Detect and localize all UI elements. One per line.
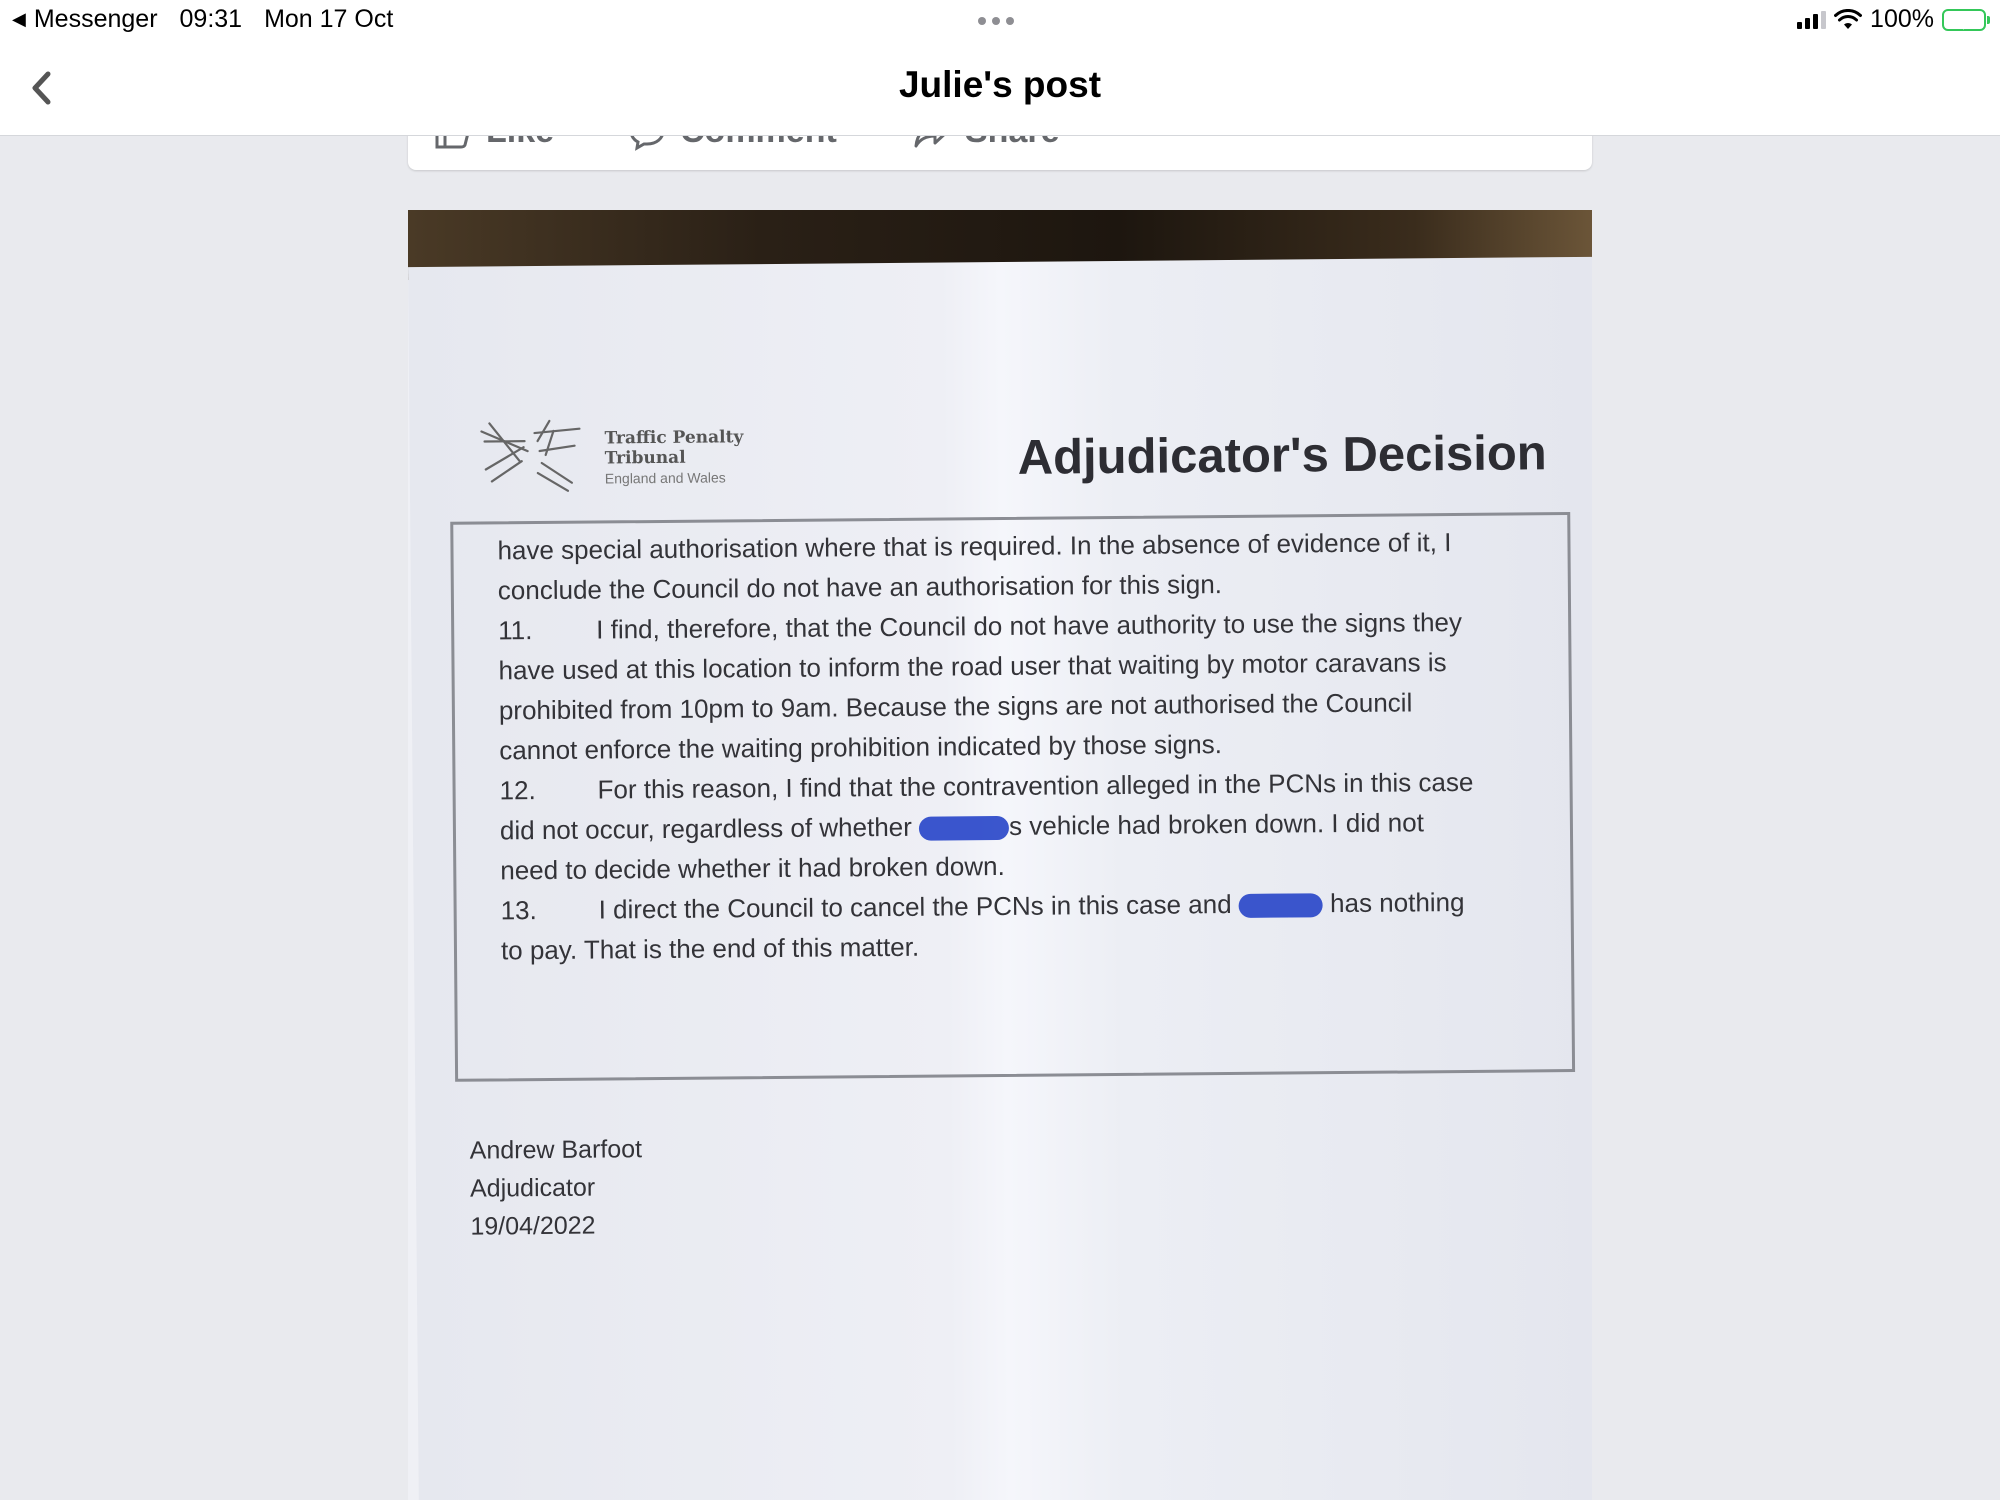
text-segment: I find, therefore, that the Council do not have authority to use the signs they bbox=[596, 606, 1463, 645]
battery-charging-icon bbox=[1942, 9, 1986, 31]
text-line: cannot enforce the waiting prohibition indicated by those signs. bbox=[499, 729, 1223, 766]
text-line: need to decide whether it had broken down. bbox=[500, 850, 1005, 886]
wifi-icon bbox=[1834, 9, 1862, 31]
status-bar bbox=[0, 0, 2000, 40]
decision-date: 19/04/2022 bbox=[470, 1211, 596, 1241]
paragraph-number: 12. bbox=[499, 775, 536, 806]
decision-text bbox=[497, 521, 1561, 970]
logo-line-1: Traffic Penalty bbox=[604, 427, 744, 449]
text-segment: has nothing bbox=[1329, 886, 1465, 919]
back-to-app-link[interactable]: Messenger bbox=[33, 5, 158, 33]
text-line: to pay. That is the end of this matter. bbox=[500, 931, 920, 966]
redaction-mark bbox=[919, 816, 1009, 841]
tribunal-logo-text bbox=[604, 427, 743, 488]
cellular-signal-icon bbox=[1797, 11, 1826, 29]
status-date: Mon 17 Oct bbox=[264, 5, 394, 33]
post-photo[interactable] bbox=[408, 210, 1592, 1500]
text-segment: did not occur, regardless of whether bbox=[499, 811, 912, 846]
signoff-block bbox=[470, 1130, 643, 1245]
text-line: conclude the Council do not have an authorisation for this sign. bbox=[497, 569, 1223, 606]
paragraph-number: 13. bbox=[500, 895, 537, 926]
battery-percentage: 100% bbox=[1870, 5, 1934, 33]
logo-line-3: England and Wales bbox=[604, 469, 726, 487]
text-line: have used at this location to inform the road user that waiting by motor caravans is bbox=[498, 647, 1447, 686]
document-heading: Adjudicator's Decision bbox=[1017, 426, 1547, 485]
text-segment: For this reason, I find that the contravention alleged in the PCNs in this case bbox=[597, 766, 1474, 805]
logo-line-2: Tribunal bbox=[604, 447, 686, 469]
decision-text-box bbox=[450, 512, 1575, 1082]
navigation-bar bbox=[0, 40, 2000, 136]
text-line: have special authorisation where that is required. In the absence of evidence of it, I bbox=[497, 527, 1452, 566]
status-time: 09:31 bbox=[179, 5, 243, 33]
status-bar-left bbox=[12, 5, 393, 34]
back-to-app-icon[interactable]: ◀ bbox=[12, 9, 26, 29]
text-segment: I direct the Council to cancel the PCNs in this case and bbox=[598, 889, 1232, 925]
text-segment: s vehicle had broken down. I did not bbox=[1008, 807, 1425, 841]
page-title: Julie's post bbox=[898, 64, 1102, 105]
status-bar-right bbox=[1797, 5, 1986, 34]
adjudicator-role: Adjudicator bbox=[469, 1173, 596, 1203]
adjudicator-name: Andrew Barfoot bbox=[469, 1135, 643, 1165]
document-paper bbox=[408, 257, 1592, 1500]
multitasking-dots-icon[interactable] bbox=[978, 17, 1014, 25]
paragraph-number: 11. bbox=[498, 615, 533, 646]
redaction-mark bbox=[1239, 893, 1323, 918]
text-line: prohibited from 10pm to 9am. Because the signs are not authorised the Council bbox=[498, 687, 1413, 726]
